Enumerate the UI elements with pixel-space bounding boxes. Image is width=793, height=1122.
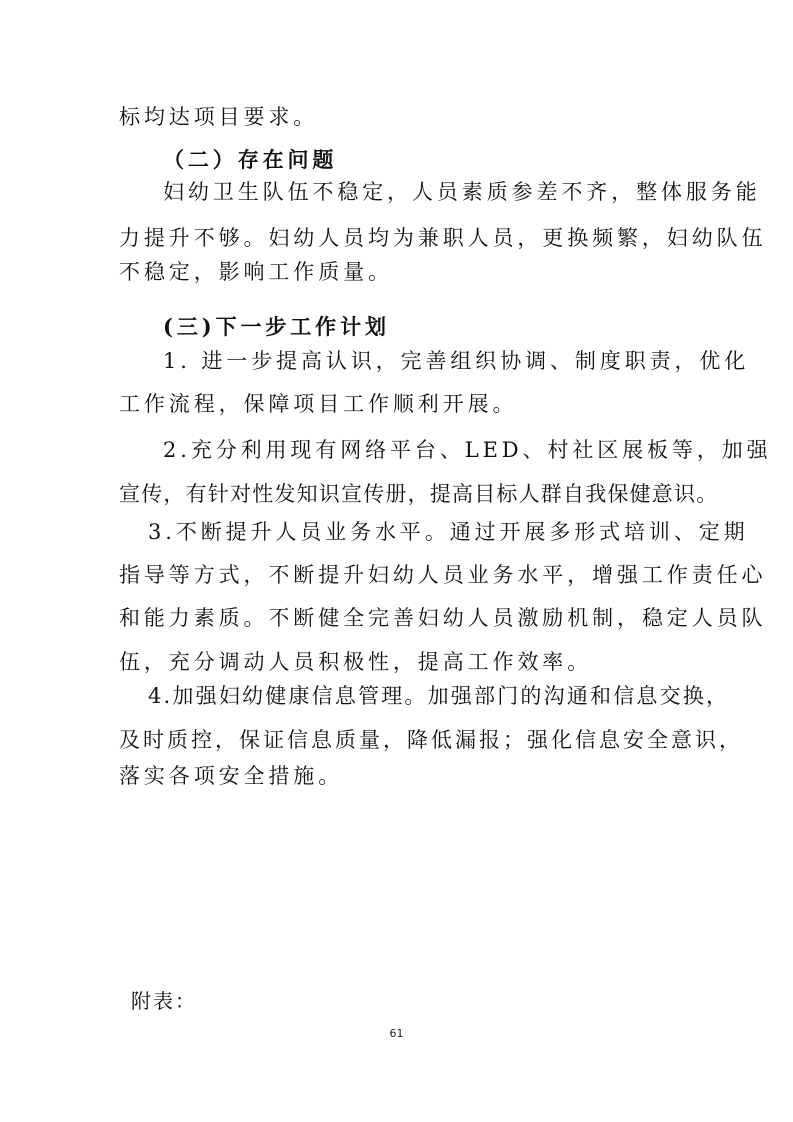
section-heading-plan: (三)下一步工作计划 <box>163 314 390 339</box>
body-text-line: 不稳定，影响工作质量。 <box>119 260 393 284</box>
body-text-line: 工作流程，保障项目工作顺利开展。 <box>119 392 518 416</box>
body-text-line: 伍，充分调动人员积极性，提高工作效率。 <box>119 650 593 674</box>
body-text-line: 及时质控，保证信息质量，降低漏报；强化信息安全意识， <box>119 728 743 752</box>
body-text-line: 力提升不够。妇幼人员均为兼职人员，更换频繁，妇幼队伍 <box>119 226 767 250</box>
body-text-line: 4.加强妇幼健康信息管理。加强部门的沟通和信息交换， <box>148 684 730 708</box>
attachment-label: 附表： <box>131 989 197 1013</box>
body-text-line: 标均达项目要求。 <box>119 105 319 129</box>
body-text-line: 和能力素质。不断健全完善妇幼人员激励机制，稳定人员队 <box>119 606 767 630</box>
section-heading-problems: （二）存在问题 <box>163 147 338 172</box>
body-text-line: 妇幼卫生队伍不稳定，人员素质参差不齐，整体服务能 <box>163 180 761 204</box>
body-text-line: 落实各项安全措施。 <box>119 764 344 788</box>
body-text-line: 宣传，有针对性发知识宣传册，提高目标人群自我保健意识。 <box>119 482 719 506</box>
body-text-line: 指导等方式，不断提升妇幼人员业务水平，增强工作责任心 <box>119 563 767 587</box>
body-text-line: 3.不断提升人员业务水平。通过开展多形式培训、定期 <box>148 520 749 544</box>
body-text-line: 2.充分利用现有网络平台、LED、村社区展板等，加强 <box>163 438 772 462</box>
body-text-line: 1. 进一步提高认识，完善组织协调、制度职责，优化 <box>163 349 750 373</box>
page-number: 61 <box>389 1027 404 1040</box>
